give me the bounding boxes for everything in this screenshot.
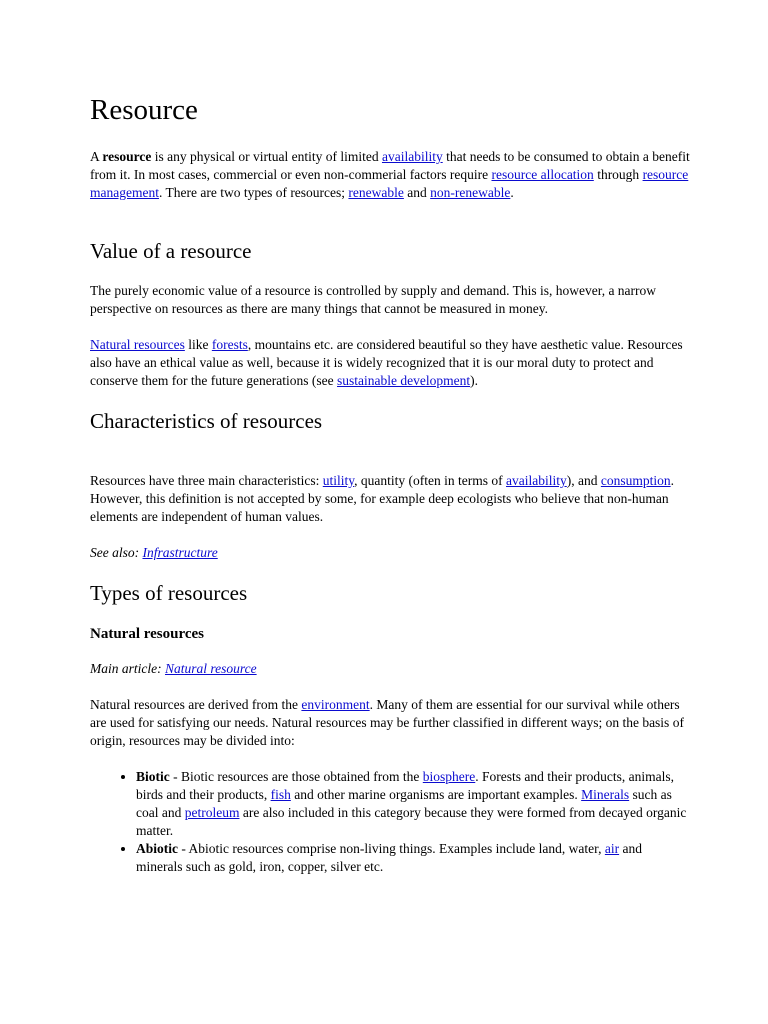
petroleum-link[interactable]: petroleum	[184, 805, 240, 820]
intro-text: . There are two types of resources;	[158, 185, 349, 200]
air-link[interactable]: air	[604, 841, 620, 856]
renewable-link[interactable]: renewable	[348, 185, 404, 200]
main-article-line	[90, 660, 690, 678]
availability-link-2[interactable]: availability	[506, 473, 567, 488]
infrastructure-link[interactable]: Infrastructure	[142, 545, 218, 560]
page-title: Resource	[90, 94, 198, 126]
biotic-text: - Biotic resources are those obtained from the	[169, 769, 423, 784]
biotic-text: are also included in this category because they were formed from decayed organic matter.	[136, 805, 687, 838]
utility-link[interactable]: utility	[322, 473, 355, 488]
characteristics-text: . However, this definition is not accepted by some, for example deep ecologists who believe that non-human elements are independent of human values.	[90, 473, 674, 524]
list-item-biotic	[136, 768, 690, 840]
value-paragraph-2	[90, 336, 690, 390]
resource-bold-term: resource	[102, 149, 152, 164]
intro-text: .	[510, 185, 514, 200]
abiotic-text: and minerals such as gold, iron, copper, silver etc.	[136, 841, 642, 874]
consumption-link[interactable]: consumption	[600, 473, 671, 488]
main-article-label: Main article:	[90, 661, 165, 676]
sustainable-development-link[interactable]: sustainable development	[337, 373, 471, 388]
characteristics-text: , quantity (often in terms of	[354, 473, 507, 488]
article	[90, 92, 690, 876]
natural-resources-subheading: Natural resources	[90, 626, 205, 642]
biotic-text: . Forests and their products, animals, birds and their products,	[136, 769, 674, 802]
characteristics-text: Resources have three main characteristics:	[90, 473, 323, 488]
biosphere-link[interactable]: biosphere	[422, 769, 476, 784]
list-item-abiotic	[136, 840, 690, 876]
intro-text: through	[593, 167, 643, 182]
fish-link[interactable]: fish	[270, 787, 291, 802]
intro-text: and	[403, 185, 431, 200]
biotic-term: Biotic	[136, 769, 170, 784]
value-paragraph-1: The purely economic value of a resource is controlled by supply and demand. This is, however, a narrow perspective on resources as there are many things that cannot be measured in money.	[90, 283, 657, 316]
characteristics-text: ), and	[566, 473, 601, 488]
resource-allocation-link[interactable]: resource allocation	[491, 167, 594, 182]
minerals-link[interactable]: Minerals	[581, 787, 630, 802]
intro-text: is any physical or virtual entity of limited	[151, 149, 382, 164]
natural-text: Natural resources are derived from the	[90, 697, 302, 712]
natural-text: . Many of them are essential for our survival while others are used for satisfying our needs. Natural resources may be further classified in different ways; on the basis of origin, resources may be divided into:	[90, 697, 684, 748]
see-also-line	[90, 544, 690, 562]
environment-link[interactable]: environment	[301, 697, 370, 712]
biotic-text: and other marine organisms are important examples.	[290, 787, 582, 802]
natural-resources-link[interactable]: Natural resources	[90, 337, 185, 352]
characteristics-heading: Characteristics of resources	[90, 409, 323, 433]
see-also-label: See also:	[90, 545, 143, 560]
value-heading: Value of a resource	[90, 239, 252, 263]
value-text: ).	[470, 373, 478, 388]
availability-link[interactable]: availability	[381, 149, 443, 164]
value-text: , mountains etc. are considered beautiful so they have aesthetic value. Resources also have an ethical value as well, because it is widely recognized that it is our moral duty to protect and conserve them for the future generations (see	[90, 337, 683, 388]
abiotic-text: - Abiotic resources comprise non-living things. Examples include land, water,	[178, 841, 605, 856]
characteristics-paragraph	[90, 472, 690, 526]
value-text: like	[184, 337, 212, 352]
abiotic-term: Abiotic	[136, 841, 178, 856]
biotic-text: such as coal and	[136, 787, 672, 820]
intro-paragraph	[90, 148, 690, 202]
forests-link[interactable]: forests	[211, 337, 248, 352]
natural-resources-paragraph	[90, 696, 690, 750]
intro-text: that needs to be consumed to obtain a benefit from it. In most cases, commercial or even non-commerial factors require	[90, 149, 690, 182]
non-renewable-link[interactable]: non-renewable	[430, 185, 511, 200]
resource-origin-list	[90, 768, 690, 876]
natural-resource-link[interactable]: Natural resource	[164, 661, 257, 676]
resource-management-link[interactable]: resource management	[90, 167, 689, 200]
types-heading: Types of resources	[90, 581, 248, 605]
intro-text: A	[90, 149, 103, 164]
